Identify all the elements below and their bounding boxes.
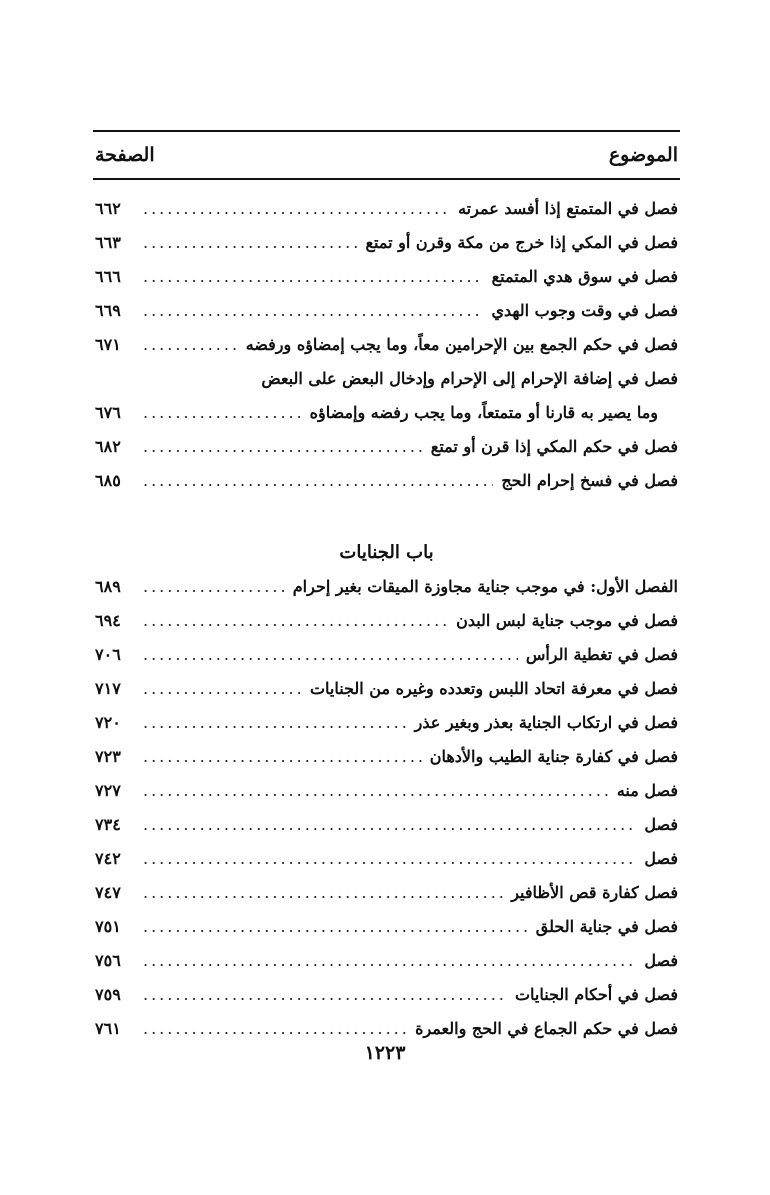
entry-page: ٧٢٣ bbox=[95, 747, 121, 766]
toc-entry bbox=[93, 672, 680, 706]
entry-title: فصل في ارتكاب الجناية بعذر وبغير عذر bbox=[414, 713, 678, 732]
entry-page: ٧٥٩ bbox=[95, 985, 121, 1004]
toc-entry bbox=[93, 910, 680, 944]
toc-entry bbox=[93, 842, 680, 876]
entry-page: ٦٦٩ bbox=[95, 301, 121, 320]
entry-title: فصل في فسخ إحرام الحج bbox=[501, 471, 678, 490]
leader-dots bbox=[143, 192, 450, 226]
entry-page: ٦٦٣ bbox=[95, 233, 121, 252]
entry-page: ٧٥٦ bbox=[95, 951, 121, 970]
leader-dots bbox=[143, 294, 483, 328]
entry-title: فصل في كفارة جناية الطيب والأدهان bbox=[429, 747, 678, 766]
toc-entry bbox=[93, 328, 680, 362]
leader-dots bbox=[143, 808, 636, 842]
entry-page: ٦٨٢ bbox=[95, 437, 121, 456]
toc-entry bbox=[93, 740, 680, 774]
entry-title: فصل في وقت وجوب الهدي bbox=[491, 301, 678, 320]
leader-dots bbox=[143, 774, 609, 808]
leader-dots bbox=[143, 706, 407, 740]
leader-dots bbox=[143, 740, 422, 774]
entry-page: ٧٢٧ bbox=[95, 781, 121, 800]
entry-title: فصل في جناية الحلق bbox=[535, 917, 678, 936]
toc-entry bbox=[93, 464, 680, 498]
entry-title: فصل bbox=[644, 951, 678, 970]
leader-dots bbox=[143, 672, 302, 706]
entry-page: ٧٤٧ bbox=[95, 883, 121, 902]
entry-page: ٦٨٩ bbox=[95, 577, 121, 596]
page-column-label: الصفحة bbox=[95, 144, 155, 166]
toc-entry bbox=[93, 944, 680, 978]
leader-dots bbox=[143, 260, 484, 294]
toc-entry bbox=[93, 362, 680, 396]
toc-entry bbox=[93, 1012, 680, 1046]
entry-title: فصل في حكم الجماع في الحج والعمرة bbox=[415, 1019, 678, 1038]
toc-entry bbox=[93, 706, 680, 740]
leader-dots bbox=[143, 842, 636, 876]
toc-list-bottom bbox=[93, 570, 680, 1046]
section-title: باب الجنايات bbox=[339, 542, 434, 563]
entry-title: الفصل الأول: في موجب جناية مجاوزة الميقات بغير إحرام bbox=[292, 577, 678, 596]
entry-page: ٦٨٥ bbox=[95, 471, 121, 490]
entry-title: فصل كفارة قص الأظافير bbox=[511, 883, 678, 902]
leader-dots bbox=[143, 604, 448, 638]
page-number: ١٢٢٣ bbox=[364, 1042, 406, 1064]
entry-page: ٧٤٢ bbox=[95, 849, 121, 868]
section-spacer bbox=[93, 498, 680, 536]
toc-entry bbox=[93, 638, 680, 672]
entry-title: فصل في معرفة اتحاد اللبس وتعدده وغيره من الجنايات bbox=[309, 679, 678, 698]
leader-dots bbox=[143, 910, 528, 944]
entry-title: فصل في تغطية الرأس bbox=[525, 645, 678, 664]
table-header bbox=[93, 130, 680, 180]
entry-page: ٧٥١ bbox=[95, 917, 121, 936]
leader-dots bbox=[143, 226, 358, 260]
toc-entry bbox=[93, 192, 680, 226]
entry-page: ٦٦٦ bbox=[95, 267, 121, 286]
toc-entry bbox=[93, 226, 680, 260]
entry-title: وما يصير به قارنا أو متمتعاً، وما يجب رفضه وإمضاؤه bbox=[309, 403, 658, 422]
leader-dots bbox=[143, 638, 518, 672]
toc-entry bbox=[93, 978, 680, 1012]
toc-list-top bbox=[93, 192, 680, 498]
entry-title: فصل في المكي إذا خرج من مكة وقرن أو تمتع bbox=[365, 233, 678, 252]
toc-entry bbox=[93, 430, 680, 464]
toc-entry bbox=[93, 260, 680, 294]
leader-dots bbox=[143, 876, 503, 910]
entry-title: فصل في حكم الجمع بين الإحرامين معاً، وما يجب إمضاؤه ورفضه bbox=[245, 335, 678, 354]
topic-column-label: الموضوع bbox=[608, 144, 678, 166]
entry-page: ٦٧١ bbox=[95, 335, 121, 354]
entry-title: فصل في أحكام الجنايات bbox=[514, 985, 678, 1004]
entry-page: ٦٩٤ bbox=[95, 611, 121, 630]
toc-page bbox=[93, 130, 680, 1046]
entry-title: فصل منه bbox=[616, 781, 678, 800]
entry-page: ٧٣٤ bbox=[95, 815, 121, 834]
leader-dots bbox=[143, 430, 423, 464]
toc-entry bbox=[93, 294, 680, 328]
toc-entry bbox=[93, 570, 680, 604]
toc-entry bbox=[93, 774, 680, 808]
entry-page: ٦٧٦ bbox=[95, 403, 121, 422]
entry-title: فصل bbox=[644, 815, 678, 834]
entry-title: فصل في المتمتع إذا أفسد عمرته bbox=[458, 199, 678, 218]
leader-dots bbox=[143, 328, 238, 362]
entry-page: ٧٠٦ bbox=[95, 645, 121, 664]
entry-title: فصل bbox=[644, 849, 678, 868]
toc-entry bbox=[93, 876, 680, 910]
leader-dots bbox=[143, 464, 493, 498]
entry-page: ٧٢٠ bbox=[95, 713, 121, 732]
toc-entry-continuation bbox=[93, 396, 680, 430]
entry-page: ٧١٧ bbox=[95, 679, 121, 698]
leader-dots bbox=[143, 978, 507, 1012]
entry-page: ٧٦١ bbox=[95, 1019, 121, 1038]
entry-title: فصل في إضافة الإحرام إلى الإحرام وإدخال البعض على البعض bbox=[261, 369, 678, 388]
leader-dots bbox=[143, 1012, 407, 1046]
entry-page: ٦٦٢ bbox=[95, 199, 121, 218]
toc-entry bbox=[93, 808, 680, 842]
entry-title: فصل في موجب جناية لبس البدن bbox=[456, 611, 678, 630]
leader-dots bbox=[143, 396, 302, 430]
toc-entry bbox=[93, 604, 680, 638]
leader-dots bbox=[143, 570, 285, 604]
entry-title: فصل في حكم المكي إذا قرن أو تمتع bbox=[430, 437, 678, 456]
leader-dots bbox=[143, 944, 636, 978]
entry-title: فصل في سوق هدي المتمتع bbox=[491, 267, 678, 286]
